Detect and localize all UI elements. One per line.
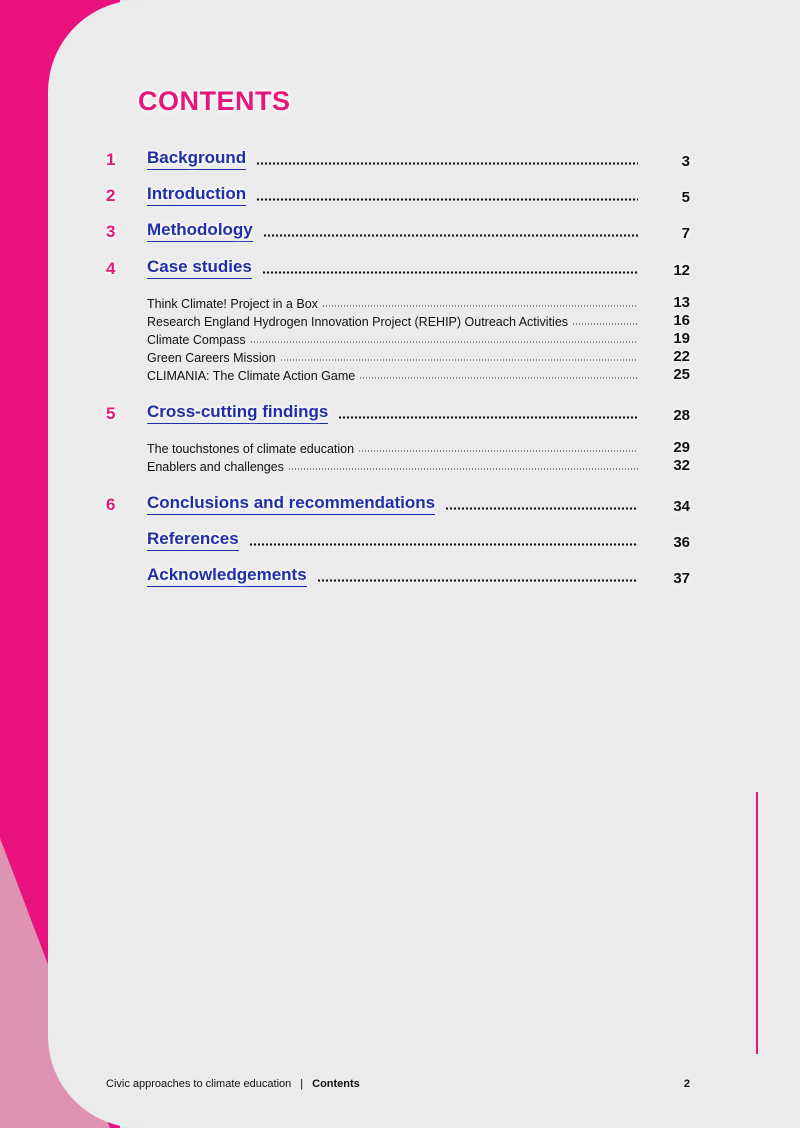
chapter-number: 4 [106,259,116,278]
toc-link-cross-cutting-findings[interactable]: Cross-cutting findings [147,402,328,424]
toc-entry-acknowledgements[interactable] [106,561,690,587]
chapter-number: 1 [106,150,116,169]
toc-entry-references[interactable] [106,525,690,551]
toc-subentry[interactable] [106,456,690,474]
footer-page-number: 2 [683,1078,690,1090]
dot-leader [262,271,638,274]
toc-entry-conclusions[interactable] [106,489,690,515]
page-number: 19 [673,330,690,347]
dot-leader [249,543,638,546]
subentry-label: Research England Hydrogen Innovation Project (REHIP) Outreach Activities [147,315,569,329]
toc-link-case-studies[interactable]: Case studies [147,257,252,279]
toc-link-conclusions[interactable]: Conclusions and recommendations [147,493,435,515]
footer-separator: | [300,1078,304,1090]
subentry-label: Green Careers Mission [147,351,276,365]
footer-section: Contents [312,1078,360,1090]
toc-subentry[interactable] [106,347,690,365]
toc-entry-introduction[interactable] [106,180,690,206]
subentry-label: The touchstones of climate education [147,442,355,456]
page-number: 25 [673,366,690,383]
dot-leader [572,323,638,325]
toc-entry-cross-cutting-findings[interactable] [106,398,690,424]
dot-leader [256,162,638,165]
page-number: 16 [673,312,690,329]
toc-subentry[interactable] [106,311,690,329]
dot-leader [263,234,638,237]
toc-entry-methodology[interactable] [106,216,690,242]
toc-link-background[interactable]: Background [147,148,246,170]
toc-entry-case-studies[interactable] [106,253,690,279]
page-number: 22 [673,348,690,365]
page-number: 5 [681,189,690,206]
page-number: 12 [673,262,690,279]
dot-leader [445,507,638,510]
dot-leader [250,341,638,343]
page-title: CONTENTS [138,86,291,116]
chapter-number: 6 [106,495,116,514]
page-number: 13 [673,294,690,311]
page-number: 7 [681,225,690,242]
toc-link-acknowledgements[interactable]: Acknowledgements [147,565,307,587]
toc-subentry[interactable] [106,365,690,383]
toc-link-references[interactable]: References [147,529,239,551]
dot-leader [322,305,638,307]
dot-leader [358,450,638,452]
toc-link-methodology[interactable]: Methodology [147,220,253,242]
dot-leader [288,468,638,470]
dot-leader [280,359,638,361]
toc-subentry[interactable] [106,293,690,311]
dot-leader [256,198,638,201]
page-number: 36 [673,534,690,551]
chapter-number: 2 [106,186,116,205]
toc-link-introduction[interactable]: Introduction [147,184,246,206]
page-number: 28 [673,407,690,424]
toc-subentry[interactable] [106,438,690,456]
subentry-label: Climate Compass [147,333,246,347]
chapter-number: 5 [106,404,116,423]
dot-leader [359,377,638,379]
subentry-label: Think Climate! Project in a Box [147,297,318,311]
dot-leader [338,416,638,419]
footer-doc-title: Civic approaches to climate education [106,1078,292,1090]
toc-entry-background[interactable] [106,144,690,170]
subentry-label: Enablers and challenges [147,460,284,474]
chapter-number: 3 [106,222,116,241]
page-number: 29 [673,439,690,456]
page-number: 34 [673,498,690,515]
dot-leader [317,579,638,582]
page-number: 3 [681,153,690,170]
page-number: 37 [673,570,690,587]
page-number: 32 [673,457,690,474]
subentry-label: CLIMANIA: The Climate Action Game [147,369,356,383]
page-footer [106,1078,690,1090]
toc-subentry[interactable] [106,329,690,347]
margin-rule [756,792,758,1054]
